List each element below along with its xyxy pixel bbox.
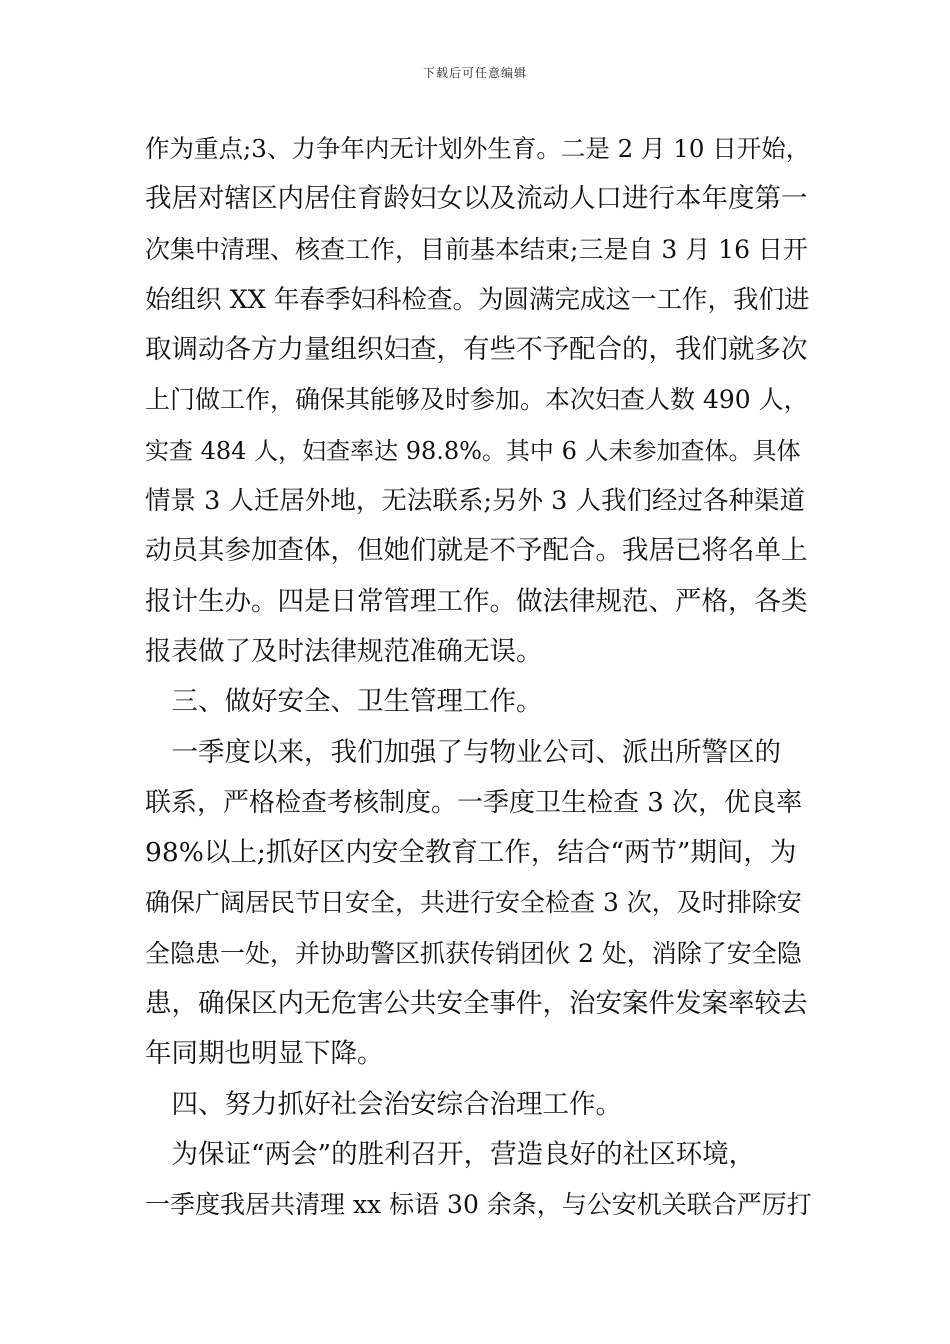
- text-line: 全隐患一处，并协助警区抓获传销团伙 2 处，消除了安全隐: [145, 938, 802, 968]
- text-line: 一季度以来，我们加强了与物业公司、派出所警区的: [145, 736, 781, 768]
- text-line: 实查 484 人，妇查率达 98.8%。其中 6 人未参加查体。具体: [145, 436, 801, 465]
- section-heading: 三、做好安全、卫生管理工作。: [145, 686, 543, 718]
- text-line: 为保证“两会”的胜利召开，营造良好的社区环境，: [145, 1138, 756, 1170]
- text-line: 年同期也明显下降。: [145, 1038, 384, 1070]
- section-heading: 四、努力抓好社会治安综合治理工作。: [145, 1088, 622, 1120]
- text-line: 患，确保区内无危害公共安全事件，治安案件发案率较去: [145, 988, 808, 1020]
- text-line: 报计生办。四是日常管理工作。做法律规范、严格，各类: [145, 585, 808, 617]
- text-line: 作为重点;3、力争年内无计划外生育。二是 2 月 10 日开始，: [145, 134, 811, 163]
- text-line: 次集中清理、核查工作，目前基本结束;三是自 3 月 16 日开: [145, 234, 808, 264]
- text-line: 报表做了及时法律规范准确无误。: [145, 635, 543, 667]
- text-line: 情景 3 人迁居外地，无法联系;另外 3 人我们经过各种渠道: [145, 486, 805, 517]
- page-header: 下载后可任意编辑: [422, 66, 527, 80]
- text-line: 始组织 XX 年春季妇科检查。为圆满完成这一工作，我们进: [145, 284, 810, 315]
- text-line: 取调动各方力量组织妇查，有些不予配合的，我们就多次: [145, 334, 808, 366]
- document-body: [145, 124, 810, 1231]
- text-line: 一季度我居共清理 xx 标语 30 余条，与公安机关联合严厉打: [145, 1190, 812, 1220]
- text-line: 98%以上;抓好区内安全教育工作，结合“两节”期间，为: [145, 837, 797, 869]
- text-line: 确保广阔居民节日安全，共进行安全检查 3 次，及时排除安: [145, 888, 802, 918]
- text-line: 动员其参加查体，但她们就是不予配合。我居已将名单上: [145, 535, 808, 567]
- text-line: 上门做工作，确保其能够及时参加。本次妇查人数 490 人，: [145, 385, 809, 415]
- text-line: 联系，严格检查考核制度。一季度卫生检查 3 次，优良率: [145, 787, 803, 818]
- text-line: 我居对辖区内居住育龄妇女以及流动人口进行本年度第一: [145, 183, 808, 215]
